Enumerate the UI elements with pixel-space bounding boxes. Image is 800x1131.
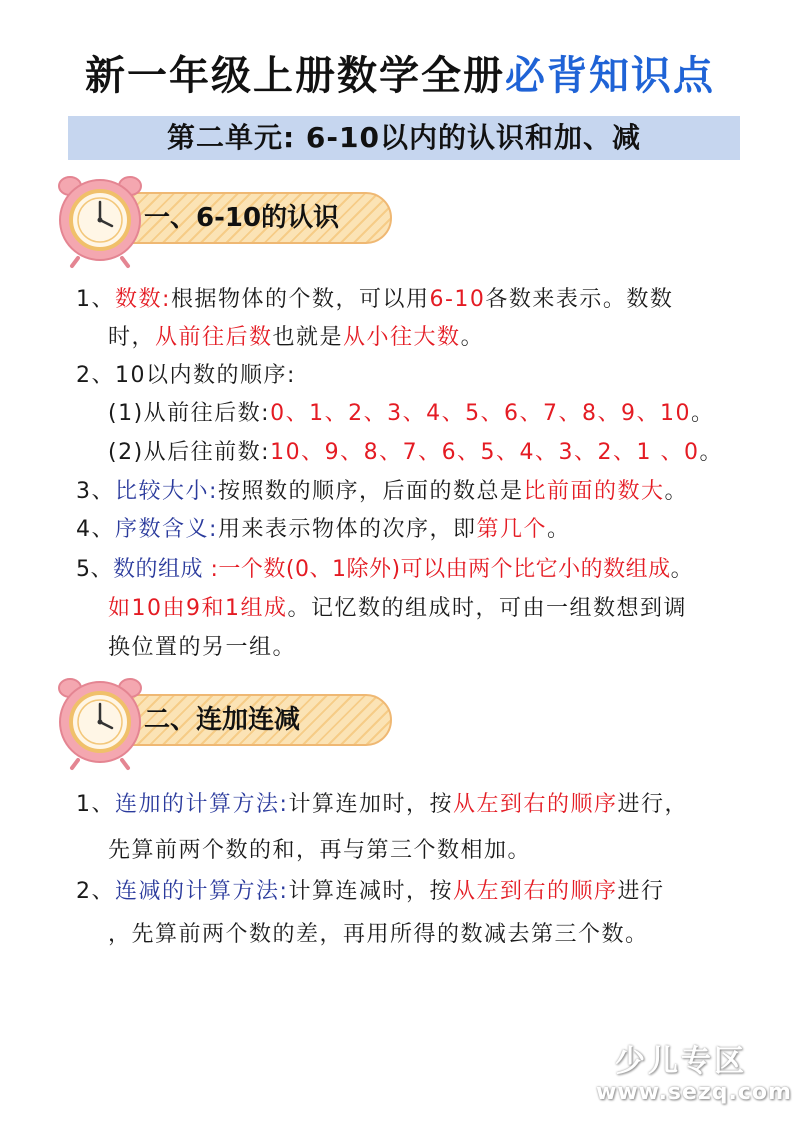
item-highlight: 从前往后数: [155, 325, 273, 350]
item-colon: :: [279, 879, 289, 904]
item-highlight: 比前面的数大: [523, 479, 665, 504]
list-item: [76, 511, 570, 549]
list-item: [108, 916, 649, 954]
list-item: [108, 319, 484, 357]
item-highlight: 10、9、8、7、6、5、4、3、2、1 、0: [270, 440, 700, 465]
section-heading-2: [58, 672, 348, 782]
watermark-url: www.sezq.com: [596, 1080, 792, 1105]
list-item: [76, 357, 296, 395]
page-title: [0, 44, 800, 101]
item-highlight: 第几个: [476, 517, 547, 542]
item-highlight: 6-10: [429, 287, 486, 312]
item-text: 。: [460, 325, 485, 350]
item-term: 序数含义: [115, 517, 210, 542]
item-text: 用来表示物体的次序，即: [217, 517, 477, 542]
item-colon: :: [209, 479, 218, 504]
item-number: 1、: [76, 792, 115, 817]
item-term: 数数: [115, 287, 163, 312]
item-colon: :: [279, 792, 289, 817]
list-item: [108, 832, 531, 870]
title-highlight: 必背知识点: [505, 53, 715, 99]
item-term: 连减的计算方法: [115, 879, 280, 904]
item-number: 4、: [76, 517, 115, 542]
item-text: (1)从前往后数:: [108, 401, 271, 426]
alarm-clock-icon: [58, 170, 148, 270]
item-highlight: 从小往大数: [343, 325, 461, 350]
alarm-clock-icon: [58, 672, 148, 772]
item-text: (2)从后往前数:: [108, 440, 271, 465]
item-highlight: 如10由9和1组成: [108, 596, 288, 621]
item-text: 。: [699, 440, 724, 465]
item-term: 数的组成: [113, 557, 211, 582]
item-term: 连加的计算方法: [115, 792, 280, 817]
item-text: 。: [664, 479, 688, 504]
item-text: 计算连减时，按: [288, 879, 453, 904]
item-text: 根据物体的个数，可以用: [170, 287, 430, 312]
section-1-title: 一、6-10的认识: [144, 203, 340, 233]
item-text: 。记忆数的组成时，可由一组数想到调: [287, 596, 688, 621]
item-colon: :: [209, 517, 218, 542]
list-item: [76, 473, 688, 511]
unit-title: 第二单元: 6-10以内的认识和加、减: [166, 121, 641, 154]
item-text: 先算前两个数的和，再与第三个数相加。: [108, 838, 532, 863]
unit-title-bar: [68, 116, 740, 160]
list-item: [76, 873, 664, 911]
list-item: [108, 395, 715, 433]
item-highlight: 0、1、2、3、4、5、6、7、8、9、10: [270, 401, 692, 426]
item-text: ，先算前两个数的差，再用所得的数减去第三个数。: [108, 922, 649, 947]
item-highlight: 从左到右的顺序: [452, 792, 618, 817]
list-item: [76, 281, 673, 319]
item-colon: :: [162, 287, 171, 312]
item-text: 时，: [108, 325, 156, 350]
item-text: 。: [691, 401, 715, 426]
item-text: 计算连加时，按: [288, 792, 453, 817]
item-number: 1、: [76, 287, 115, 312]
item-number: 2、: [76, 879, 115, 904]
item-highlight: 一个数(0、1除外)可以由两个比它小的数组成: [218, 557, 671, 582]
item-text: 各数来表示。数数: [485, 287, 674, 312]
item-text: 。: [670, 557, 694, 582]
item-number: 5、: [76, 557, 113, 582]
list-item: [76, 551, 693, 589]
item-highlight: 从左到右的顺序: [452, 879, 618, 904]
section-heading-1: [58, 170, 348, 280]
item-text: 换位置的另一组。: [108, 635, 297, 660]
list-item: [108, 629, 296, 667]
item-text: 进行，: [617, 792, 688, 817]
section-2-title: 二、连加连减: [144, 705, 301, 735]
list-item: [76, 786, 688, 824]
item-text: 也就是: [272, 325, 344, 350]
item-number: 2、: [76, 363, 115, 388]
item-colon: :: [210, 557, 219, 582]
item-text: 进行: [617, 879, 665, 904]
list-item: [108, 590, 687, 628]
list-item: [108, 434, 723, 472]
watermark-brand: 少儿专区: [615, 1044, 747, 1079]
item-text: 。: [546, 517, 571, 542]
title-main: 新一年级上册数学全册: [85, 53, 505, 99]
item-text: 按照数的顺序，后面的数总是: [217, 479, 524, 504]
item-term: 比较大小: [115, 479, 210, 504]
item-number: 3、: [76, 479, 115, 504]
item-text: 10以内数的顺序:: [115, 363, 296, 388]
